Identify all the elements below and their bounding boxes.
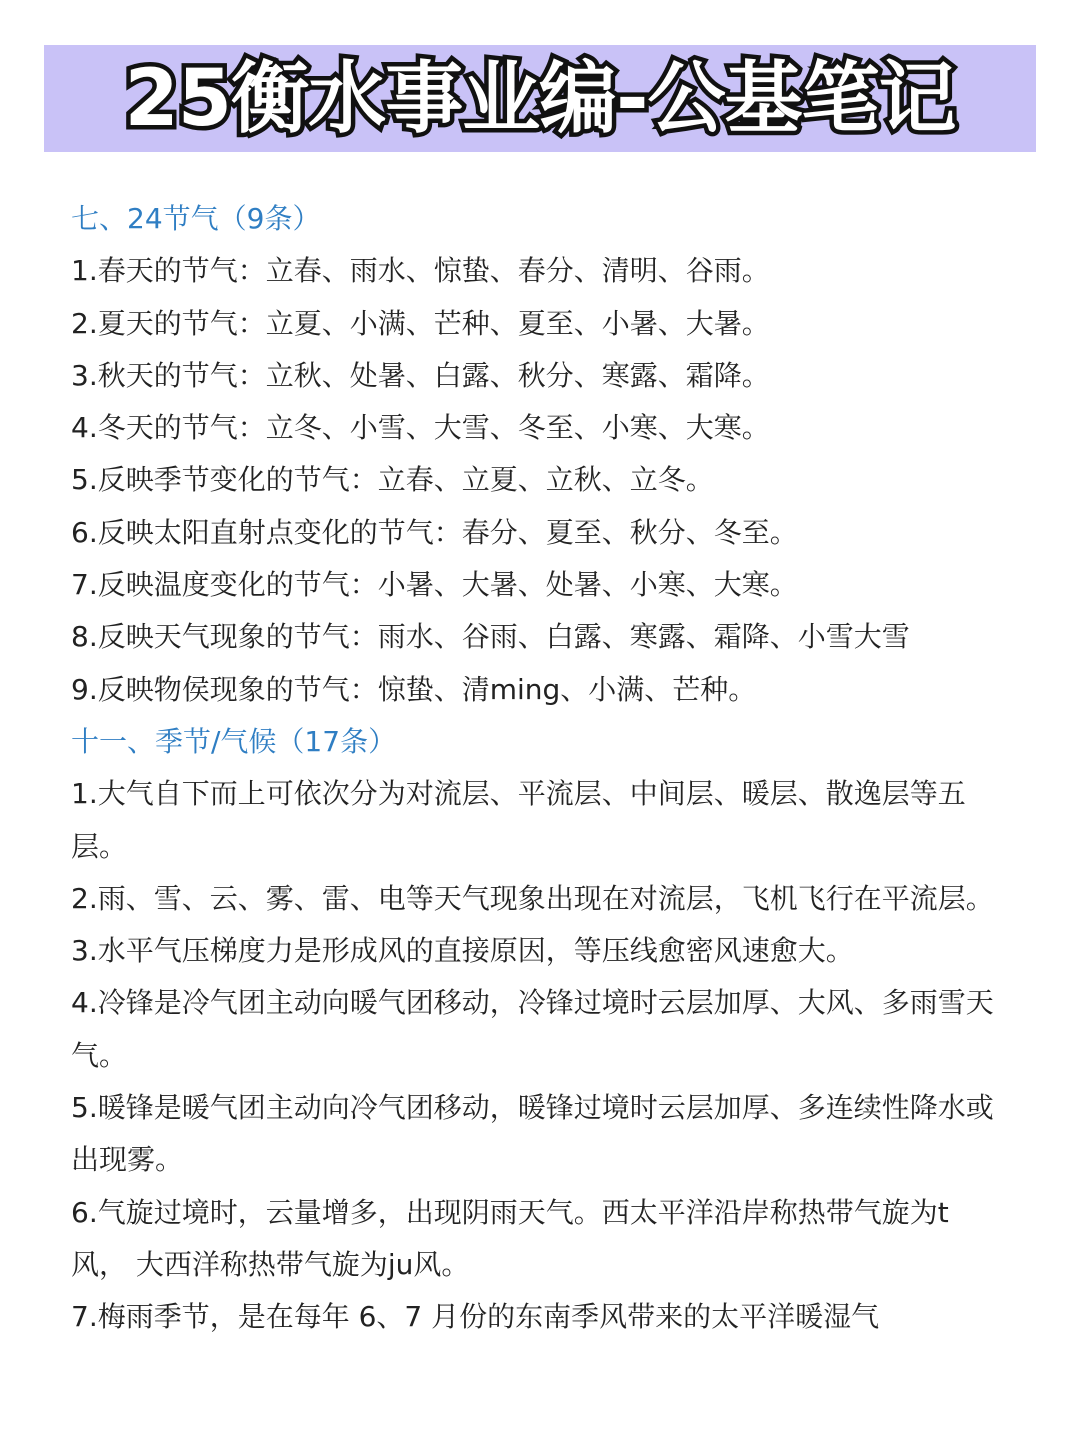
page-title: 25衡水事业编-公基笔记	[124, 53, 956, 144]
list-item: 3.秋天的节气：立秋、处暑、白露、秋分、寒露、霜降。	[71, 358, 770, 392]
notes-content	[71, 193, 1011, 1344]
list-item: 4.冷锋是冷气团主动向暖气团移动，冷锋过境时云层加厚、大风、多雨雪天气。	[71, 986, 994, 1072]
list-item: 3.水平气压梯度力是形成风的直接原因，等压线愈密风速愈大。	[71, 934, 854, 968]
list-item: 8.反映天气现象的节气：雨水、谷雨、白露、寒露、霜降、小雪大雪	[71, 620, 910, 654]
section-heading-climate: 十一、季节/气候（17条）	[71, 724, 397, 758]
list-item: 1.大气自下而上可依次分为对流层、平流层、中间层、暖层、散逸层等五层。	[71, 777, 966, 863]
list-item: 6.反映太阳直射点变化的节气：春分、夏至、秋分、冬至。	[71, 515, 798, 549]
list-item: 1.春天的节气：立春、雨水、惊蛰、春分、清明、谷雨。	[71, 254, 770, 288]
list-item: 7.反映温度变化的节气：小暑、大暑、处暑、小寒、大寒。	[71, 568, 798, 602]
list-item: 5.暖锋是暖气团主动向冷气团移动，暖锋过境时云层加厚、多连续性降水或出现雾。	[71, 1091, 994, 1177]
list-item: 2.雨、雪、云、雾、雷、电等天气现象出现在对流层，飞机飞行在平流层。	[71, 881, 994, 915]
list-item: 9.反映物侯现象的节气：惊蛰、清ming、小满、芒种。	[71, 672, 757, 706]
list-item: 4.冬天的节气：立冬、小雪、大雪、冬至、小寒、大寒。	[71, 411, 770, 445]
section-heading-solar-terms: 七、24节气（9条）	[71, 202, 321, 235]
list-item: 5.反映季节变化的节气：立春、立夏、立秋、立冬。	[71, 463, 714, 497]
title-banner	[44, 45, 1036, 152]
list-item: 6.气旋过境时，云量增多，出现阴雨天气。西太平洋沿岸称热带气旋为t风， 大西洋称热带气旋为ju风。	[71, 1195, 949, 1281]
list-item: 7.梅雨季节，是在每年 6、7 月份的东南季风带来的太平洋暖湿气	[71, 1300, 880, 1334]
list-item: 2.夏天的节气：立夏、小满、芒种、夏至、小暑、大暑。	[71, 306, 770, 340]
